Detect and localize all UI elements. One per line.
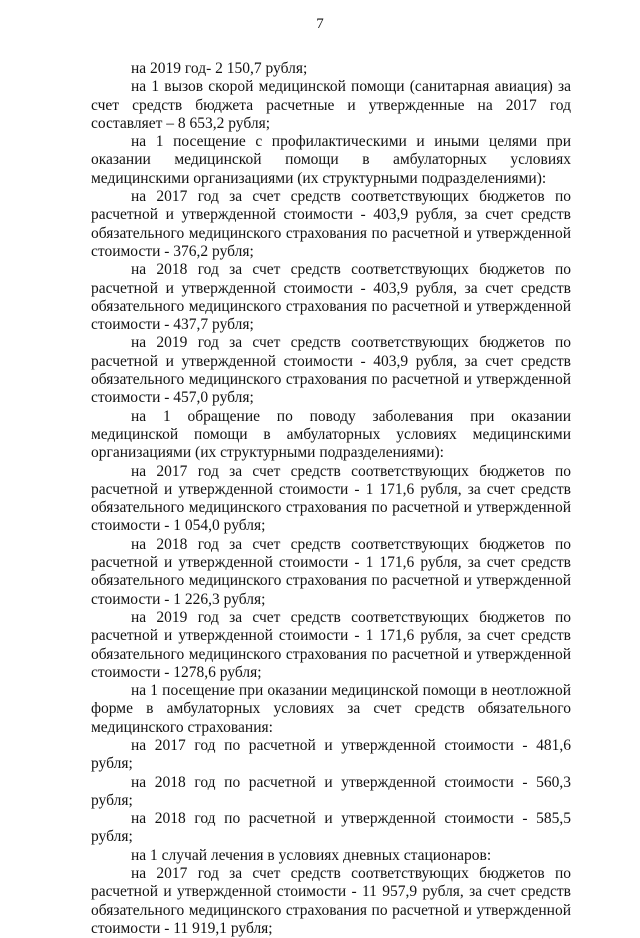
paragraph: на 2017 год за счет средств соответствующих бюджетов по расчетной и утвержденной стоимости - 1 171,6 рубля, за счет средств обязательного медицинского страхования по расчетной и утвержденной стоимости - 1 054,0 рубля; — [91, 462, 571, 535]
paragraph: на 2019 год за счет средств соответствующих бюджетов по расчетной и утвержденной стоимости - 403,9 рубля, за счет средств обязательного медицинского страхования по расчетной и утвержденной стоимости - 457,0 рубля; — [91, 334, 571, 407]
paragraph: на 1 посещение при оказании медицинской помощи в неотложной форме в амбулаторных условиях за счет средств обязательного медицинского страхования: — [91, 682, 571, 736]
paragraph: на 2017 год за счет средств соответствующих бюджетов по расчетной и утвержденной стоимости - 403,9 рубля, за счет средств обязательного медицинского страхования по расчетной и утвержденной стоимости - 376,2 рубля; — [91, 188, 571, 260]
paragraph: на 1 случай лечения в условиях дневных стационаров: — [131, 846, 492, 864]
document-body — [91, 60, 571, 938]
paragraph: на 2019 год- 2 150,7 рубля; — [131, 60, 308, 77]
paragraph: на 1 вызов скорой медицинской помощи (санитарная авиация) за счет средств бюджета расчетные и утвержденные на 2017 год составляет – 8 653,2 рубля; — [91, 78, 571, 132]
paragraph: на 2018 год по расчетной и утвержденной стоимости - 560,3 рубля; — [91, 773, 571, 809]
paragraph: на 2019 год за счет средств соответствующих бюджетов по расчетной и утвержденной стоимости - 1 171,6 рубля, за счет средств обязательного медицинского страхования по расчетной и утвержденной стоимости - 1278,6 рубля; — [91, 608, 571, 681]
paragraph: на 2018 год по расчетной и утвержденной стоимости - 585,5 рубля; — [91, 810, 571, 846]
paragraph: на 2018 год за счет средств соответствующих бюджетов по расчетной и утвержденной стоимости - 403,9 рубля, за счет средств обязательного медицинского страхования по расчетной и утвержденной стоимости - 437,7 рубля; — [91, 261, 571, 334]
paragraph: на 2018 год за счет средств соответствующих бюджетов по расчетной и утвержденной стоимости - 1 171,6 рубля, за счет средств обязательного медицинского страхования по расчетной и утвержденной стоимости - 1 226,3 рубля; — [91, 535, 571, 608]
paragraph: на 1 обращение по поводу заболевания при оказании медицинской помощи в амбулаторных условиях медицинскими организациями (их структурными подразделениями): — [91, 407, 571, 462]
page-number: 7 — [316, 16, 324, 32]
paragraph: на 2017 год за счет средств соответствующих бюджетов по расчетной и утвержденной стоимости - 11 957,9 рубля, за счет средств обязательного медицинского страхования по расчетной и утвержденной стоимости - 11 919,1 рубля; — [91, 865, 571, 937]
paragraph: на 2017 год по расчетной и утвержденной стоимости - 481,6 рубля; — [91, 736, 571, 773]
paragraph: на 1 посещение с профилактическими и иными целями при оказании медицинской помощи в амбулаторных условиях медицинскими организациями (их структурными подразделениями): — [91, 133, 571, 187]
